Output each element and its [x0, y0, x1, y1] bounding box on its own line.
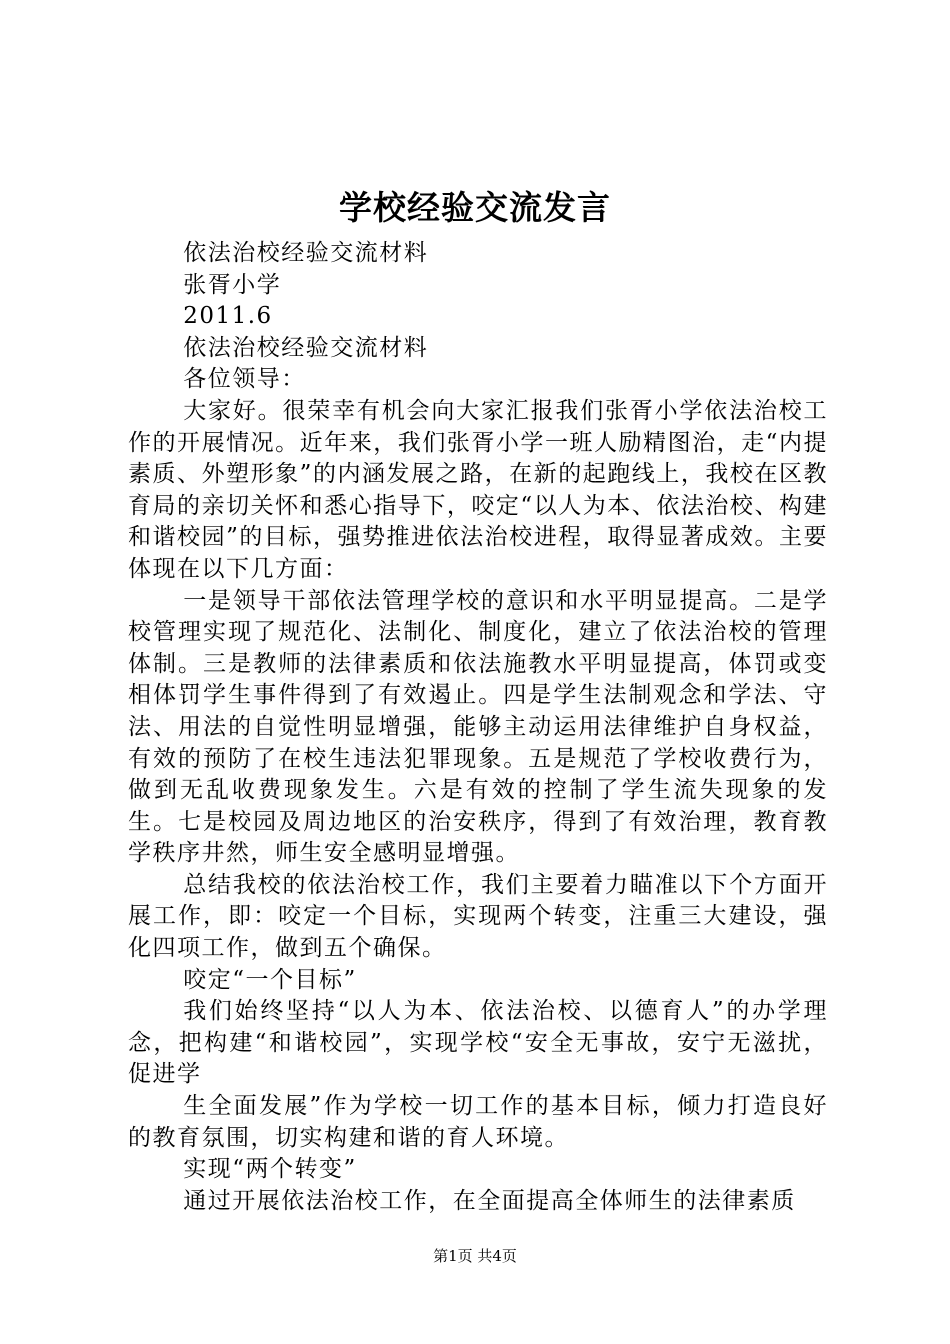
document-title: 学校经验交流发言 — [339, 188, 611, 227]
paragraph: 一是领导干部依法管理学校的意识和水平明显提高。二是学校管理实现了规范化、法制化、制度化，建立了依法治校的管理体制。三是教师的法律素质和依法施教水平明显提高，体罚或变相体罚学生事件得到了有效遏止。四是学生法制观念和学法、守法、用法的自觉性明显增强，能够主动运用法律维护自身权益，有效的预防了在校生违法犯罪现象。五是规范了学校收费行为，做到无乱收费现象发生。六是有效的控制了学生流失现象的发生。七是校园及周边地区的治安秩序，得到了有效治理，教育教学秩序井然，师生安全感明显增强。 — [128, 587, 828, 867]
document-body — [128, 238, 828, 1217]
paragraph: 通过开展依法治校工作，在全面提高全体师生的法律素质 — [183, 1187, 796, 1214]
paragraph: 实现“两个转变” — [183, 1156, 357, 1183]
paragraph: 2011.6 — [183, 303, 273, 330]
paragraph: 生全面发展”作为学校一切工作的基本目标，倾力打造良好的教育氛围，切实构建和谐的育人环境。 — [128, 1093, 828, 1151]
paragraph: 总结我校的依法治校工作，我们主要着力瞄准以下个方面开展工作，即：咬定一个目标，实现两个转变，注重三大建设，强化四项工作，做到五个确保。 — [128, 871, 828, 962]
paragraph: 咬定“一个目标” — [183, 966, 357, 993]
paragraph: 张胥小学 — [183, 271, 282, 298]
page-footer: 第1页 共4页 — [433, 1247, 517, 1265]
paragraph: 各位领导： — [183, 366, 306, 393]
paragraph: 依法治校经验交流材料 — [183, 334, 429, 361]
paragraph: 我们始终坚持“以人为本、依法治校、以德育人”的办学理念，把构建“和谐校园”，实现学校“安全无事故，安宁无滋扰，促进学 — [128, 998, 828, 1088]
paragraph: 大家好。很荣幸有机会向大家汇报我们张胥小学依法治校工作的开展情况。近年来，我们张胥小学一班人励精图治，走“内提素质、外塑形象”的内涵发展之路，在新的起跑线上，我校在区教育局的亲切关怀和悉心指导下，咬定“以人为本、依法治校、构建和谐校园”的目标，强势推进依法治校进程，取得显著成效。主要体现在以下几方面： — [128, 397, 828, 582]
paragraph: 依法治校经验交流材料 — [183, 240, 429, 266]
